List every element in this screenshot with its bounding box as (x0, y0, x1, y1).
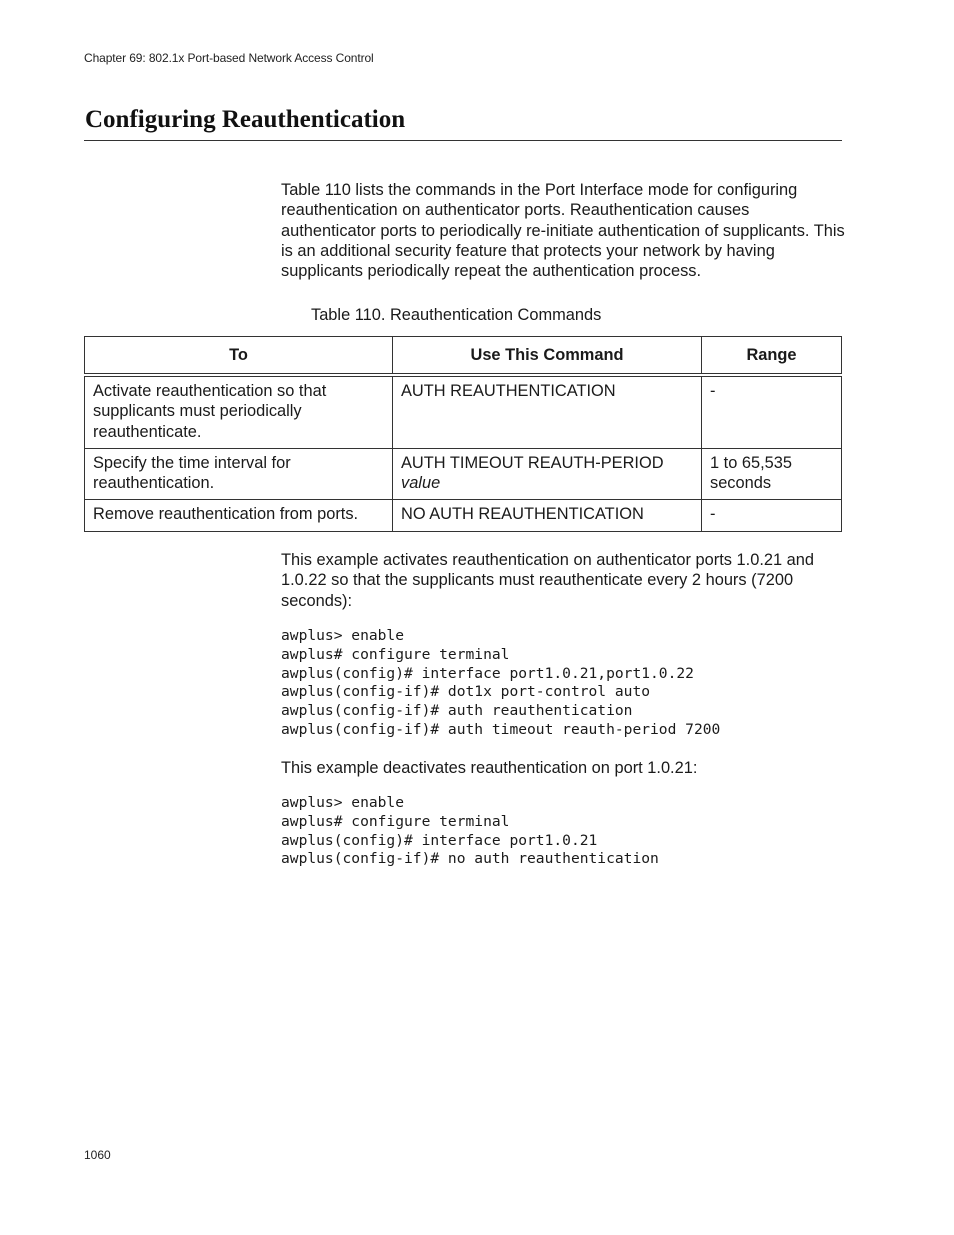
cell-range: 1 to 65,535 seconds (702, 448, 842, 500)
command-text: NO AUTH REAUTHENTICATION (401, 505, 644, 524)
command-text: AUTH REAUTHENTICATION (401, 382, 616, 400)
intro-paragraph: Table 110 lists the commands in the Port Interface mode for configuring reauthentication on authenticator ports. Reauthentication causes authenticator ports to periodically re-initiate authentication of supplicants. This is an additional security feature that protects your network by having supplicants periodically repeat the authentication process. (281, 181, 845, 281)
cell-range: - (702, 500, 842, 531)
table-row (85, 500, 842, 531)
table-row (85, 375, 842, 448)
reauthentication-commands-table (84, 336, 842, 532)
column-header-range: Range (702, 337, 842, 376)
cell-range: - (702, 375, 842, 448)
table-caption: Table 110. Reauthentication Commands (311, 306, 602, 324)
example-deactivate-paragraph: This example deactivates reauthentication on port 1.0.21: (281, 759, 698, 777)
cell-command (393, 375, 702, 448)
table-header-row (85, 337, 842, 376)
table-row (85, 448, 842, 500)
example-activate-paragraph: This example activates reauthentication on authenticator ports 1.0.21 and 1.0.22 so that the supplicants must reauthenticate every 2 hours (7200 seconds): (281, 551, 815, 610)
command-argument: value (401, 474, 441, 493)
example-activate-code: awplus> enable awplus# configure terminal awplus(config)# interface port1.0.21,port1.0.22 awplus(config-if)# dot1x port-control auto awplus(config-if)# auth reauthentication awplus(config-if)# auth timeout reauth-period 7200 (281, 627, 721, 738)
cell-to: Specify the time interval for reauthentication. (85, 448, 393, 500)
section-title: Configuring Reauthentication (85, 106, 406, 133)
column-header-to: To (85, 337, 393, 376)
column-header-command: Use This Command (393, 337, 702, 376)
cell-to: Remove reauthentication from ports. (85, 500, 393, 531)
title-divider (84, 140, 842, 141)
cell-command (393, 500, 702, 531)
page-number: 1060 (84, 1148, 111, 1162)
command-text: AUTH TIMEOUT REAUTH-PERIOD (401, 453, 664, 472)
cell-command (393, 448, 702, 500)
cell-to: Activate reauthentication so that supplicants must periodically reauthenticate. (85, 375, 393, 448)
chapter-header: Chapter 69: 802.1x Port-based Network Access Control (84, 51, 374, 65)
example-deactivate-code: awplus> enable awplus# configure terminal awplus(config)# interface port1.0.21 awplus(config-if)# no auth reauthentication (281, 794, 659, 868)
